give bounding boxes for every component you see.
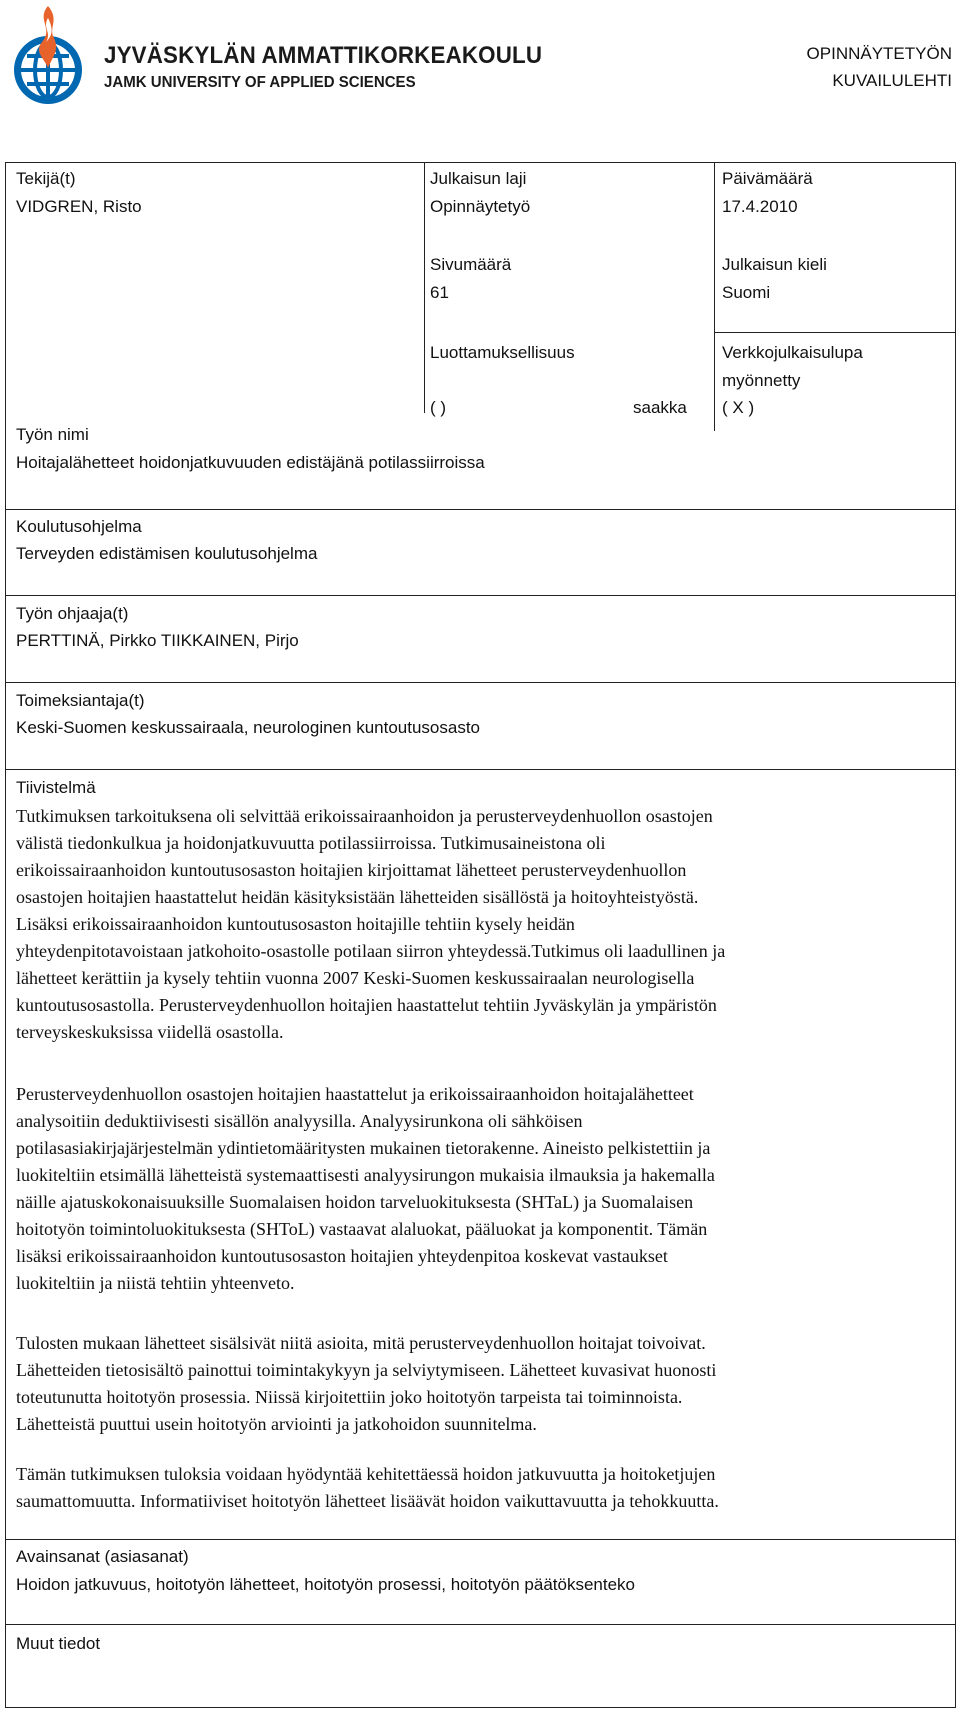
abstract-line: Tutkimuksen tarkoituksena oli selvittää erikoissairaanhoidon ja perusterveydenhuollon osastojen bbox=[16, 806, 713, 826]
abstract-line: lähetteet kerättiin ja kysely tehtiin vuonna 2007 Keski-Suomen keskussairaalan neurologisella bbox=[16, 968, 695, 988]
title-label: Työn nimi bbox=[16, 425, 89, 444]
author-value: VIDGREN, Risto bbox=[16, 197, 142, 216]
abstract-line: analysoitiin deduktiivisesti sisällön analyysilla. Analyysirunkona oli sähköisen bbox=[16, 1111, 583, 1131]
row-divider bbox=[6, 595, 955, 596]
abstract-line: Lähetteistä puuttui usein hoitotyön arviointi ja jatkohoidon suunnitelma. bbox=[16, 1414, 537, 1434]
abstract-paragraph-4 bbox=[16, 1461, 944, 1515]
keywords-label: Avainsanat (asiasanat) bbox=[16, 1547, 189, 1566]
abstract-line: hoitotyön toimintoluokituksesta (SHToL) vastaavat alaluokat, pääluokat ja komponentit. Tämän bbox=[16, 1219, 708, 1239]
document-type bbox=[807, 40, 952, 94]
other-info-label: Muut tiedot bbox=[16, 1634, 101, 1653]
abstract-line: Perusterveydenhuollon osastojen hoitajien haastattelut ja erikoissairaanhoidon hoitajalähetteet bbox=[16, 1084, 694, 1104]
abstract-line: erikoissairaanhoidon kuntoutusosaston hoitajien kirjoittamat lähetteet perusterveydenhuollon bbox=[16, 860, 687, 880]
abstract-line: kuntoutusosastolla. Perusterveydenhuollon hoitajien haastattelut tehtiin Jyväskylän ja ympäristön bbox=[16, 995, 717, 1015]
pages-label: Sivumäärä bbox=[430, 255, 512, 274]
university-name-en: JAMK UNIVERSITY OF APPLIED SCIENCES bbox=[104, 74, 416, 91]
abstract-label: Tiivistelmä bbox=[16, 778, 96, 797]
abstract-line: saumattomuutta. Informatiiviset hoitotyön lähetteet lisäävät hoidon vaikuttavuutta ja tehokkuutta. bbox=[16, 1491, 719, 1511]
row-divider bbox=[6, 1539, 955, 1540]
abstract-line: välistä tiedonkulkua ja hoidonjatkuvuutta potilassiirroissa. Tutkimusaineistona oli bbox=[16, 833, 606, 853]
confidentiality-label: Luottamuksellisuus bbox=[430, 343, 575, 362]
title-value: Hoitajalähetteet hoidonjatkuvuuden edistäjänä potilassiirroissa bbox=[16, 453, 485, 472]
abstract-paragraph-3 bbox=[16, 1330, 944, 1438]
abstract-line: Tämän tutkimuksen tuloksia voidaan hyödyntää kehitettäessä hoidon jatkuvuutta ja hoitoketjujen bbox=[16, 1464, 716, 1484]
online-permission-label-2: myönnetty bbox=[722, 371, 801, 390]
row-divider bbox=[6, 509, 955, 510]
programme-value: Terveyden edistämisen koulutusohjelma bbox=[16, 544, 318, 563]
pages-value: 61 bbox=[430, 283, 449, 302]
abstract-line: yhteydenpitotavoistaan jatkohoito-osastolle potilaan siirron yhteydessä.Tutkimus oli laadullinen ja bbox=[16, 941, 726, 961]
abstract-line: terveyskeskuksissa viidellä osastolla. bbox=[16, 1022, 284, 1042]
pubtype-value: Opinnäytetyö bbox=[430, 197, 531, 216]
date-value: 17.4.2010 bbox=[722, 197, 798, 216]
pubtype-label: Julkaisun laji bbox=[430, 169, 527, 188]
abstract-line: lisäksi erikoissairaanhoidon kuntoutusosaston hoitajien yhteydenpitoa koskevat vastaukset bbox=[16, 1246, 668, 1266]
online-permission-label-1: Verkkojulkaisulupa bbox=[722, 343, 863, 362]
column-divider bbox=[424, 163, 425, 413]
confidentiality-until: saakka bbox=[633, 398, 687, 417]
language-value: Suomi bbox=[722, 283, 771, 302]
confidentiality-checkbox[interactable]: ( ) bbox=[430, 398, 447, 417]
keywords-value: Hoidon jatkuvuus, hoitotyön lähetteet, hoitotyön prosessi, hoitotyön päätöksenteko bbox=[16, 1575, 636, 1594]
abstract-line: osastojen hoitajien haastattelut heidän käsityksistään lähetteiden sisällöstä ja hoitoyhteistyöstä. bbox=[16, 887, 699, 907]
jamk-logo-icon bbox=[8, 2, 88, 108]
abstract-line: näille ajatuskokonaisuuksille Suomalaisen hoidon tarveluokituksesta (SHTaL) ja Suomalaisen bbox=[16, 1192, 694, 1212]
row-divider bbox=[6, 682, 955, 683]
abstract-line: Tulosten mukaan lähetteet sisälsivät niitä asioita, mitä perusterveydenhuollon hoitajat toivoivat. bbox=[16, 1333, 706, 1353]
document-type-line1: OPINNÄYTETYÖN bbox=[806, 44, 952, 63]
university-name-fi: JYVÄSKYLÄN AMMATTIKORKEAKOULU bbox=[104, 42, 543, 69]
row-divider bbox=[6, 1624, 955, 1625]
supervisor-value: PERTTINÄ, Pirkko TIIKKAINEN, Pirjo bbox=[16, 631, 299, 650]
page-header bbox=[0, 0, 960, 150]
commissioner-label: Toimeksiantaja(t) bbox=[16, 691, 145, 710]
university-name bbox=[104, 42, 575, 92]
row-divider bbox=[714, 332, 955, 333]
document-type-line2: KUVAILULEHTI bbox=[832, 71, 952, 90]
supervisor-label: Työn ohjaaja(t) bbox=[16, 604, 129, 623]
row-divider bbox=[6, 769, 955, 770]
online-permission-checkbox[interactable]: ( X ) bbox=[722, 398, 755, 417]
abstract-line: luokiteltiin ja niistä tehtiin yhteenveto. bbox=[16, 1273, 295, 1293]
commissioner-value: Keski-Suomen keskussairaala, neurologinen kuntoutusosasto bbox=[16, 718, 480, 737]
abstract-paragraph-1 bbox=[16, 803, 944, 1046]
author-label: Tekijä(t) bbox=[16, 169, 76, 188]
abstract-paragraph-2 bbox=[16, 1081, 944, 1297]
abstract-line: potilasasiakirjajärjestelmän ydintietomääritysten mukainen tietorakenne. Aineisto pelkistettiin ja bbox=[16, 1138, 711, 1158]
abstract-line: toteutunutta hoitotyön prosessia. Niissä kirjoitettiin joko hoitotyön tarpeista tai toiminnoista. bbox=[16, 1387, 683, 1407]
abstract-line: Lisäksi erikoissairaanhoidon kuntoutusosaston hoitajille tehtiin kysely heidän bbox=[16, 914, 575, 934]
abstract-line: Lähetteiden tietosisältö painottui toimintakykyyn ja selviytymiseen. Lähetteet kuvasivat huonosti bbox=[16, 1360, 717, 1380]
column-divider bbox=[714, 163, 715, 431]
abstract-line: luokiteltiin etsimällä lähetteistä systemaattisesti analyysirungon mukaisia ilmauksia ja hakemalla bbox=[16, 1165, 715, 1185]
date-label: Päivämäärä bbox=[722, 169, 813, 188]
language-label: Julkaisun kieli bbox=[722, 255, 827, 274]
programme-label: Koulutusohjelma bbox=[16, 517, 142, 536]
description-form bbox=[5, 162, 956, 1708]
